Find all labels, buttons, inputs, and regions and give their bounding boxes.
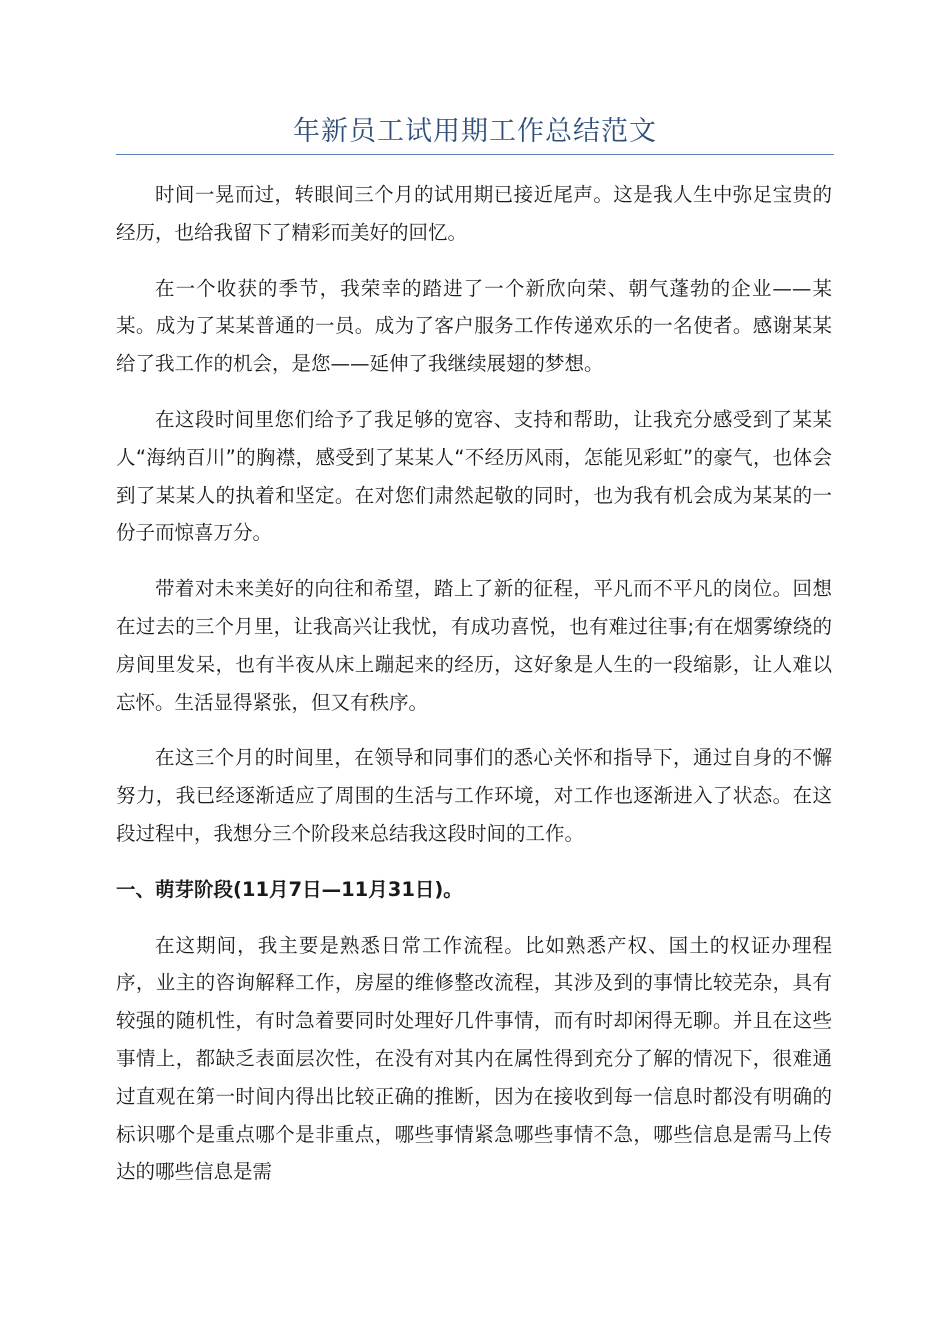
paragraph: 在这三个月的时间里，在领导和同事们的悉心关怀和指导下，通过自身的不懈努力，我已经逐渐适应了周围的生活与工作环境，对工作也逐渐进入了状态。在这段过程中，我想分三个阶段来总结我这段时间的工作。 [116,746,832,845]
paragraph: 在这期间，我主要是熟悉日常工作流程。比如熟悉产权、国土的权证办理程序，业主的咨询解释工作，房屋的维修整改流程，其涉及到的事情比较芜杂，具有较强的随机性，有时急着要同时处理好几件事情，而有时却闲得无聊。并且在这些事情上，都缺乏表面层次性，在没有对其内在属性得到充分了解的情况下，很难通过直观在第一时间内得出比较正确的推断，因为在接收到每一信息时都没有明确的标识哪个是重点哪个是非重点，哪些事情紧急哪些事情不急，哪些信息是需马上传达的哪些信息是需 [116,933,832,1184]
paragraph: 在这段时间里您们给予了我足够的宽容、支持和帮助，让我充分感受到了某某人“海纳百川”的胸襟，感受到了某某人“不经历风雨，怎能见彩虹”的豪气，也体会到了某某人的执着和坚定。在对您们肃然起敬的同时，也为我有机会成为某某的一份子而惊喜万分。 [116,407,832,545]
document-body [116,176,832,1209]
title-underline [116,154,834,155]
section-heading: 一、萌芽阶段(11月7日—11月31日)。 [116,877,463,901]
paragraph: 时间一晃而过，转眼间三个月的试用期已接近尾声。这是我人生中弥足宝贵的经历，也给我留下了精彩而美好的回忆。 [116,183,832,244]
paragraph: 带着对未来美好的向往和希望，踏上了新的征程，平凡而不平凡的岗位。回想在过去的三个月里，让我高兴让我忧，有成功喜悦，也有难过往事;有在烟雾缭绕的房间里发呆，也有半夜从床上蹦起来的经历，这好象是人生的一段缩影，让人难以忘怀。生活显得紧张，但又有秩序。 [116,577,832,714]
document-title: 年新员工试用期工作总结范文 [293,116,657,147]
paragraph: 在一个收获的季节，我荣幸的踏进了一个新欣向荣、朝气蓬勃的企业——某某。成为了某某普通的一员。成为了客户服务工作传递欢乐的一名使者。感谢某某给了我工作的机会，是您——延伸了我继续展翅的梦想。 [116,276,832,376]
